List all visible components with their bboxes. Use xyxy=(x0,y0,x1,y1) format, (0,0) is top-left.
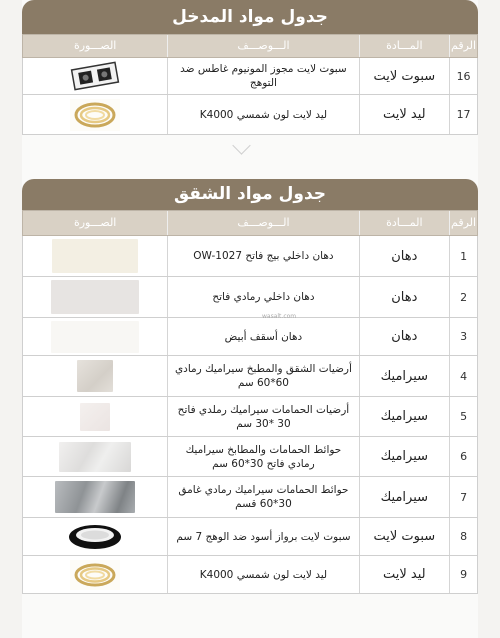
ceramic-marble-light xyxy=(59,442,131,472)
ceramic-light-tile xyxy=(80,403,110,431)
entrance-header-row xyxy=(22,34,478,58)
row-num: 6 xyxy=(449,437,477,476)
row-num: 17 xyxy=(449,95,477,134)
row-material: سيراميك xyxy=(359,437,450,476)
row-image xyxy=(23,518,167,555)
apartment-table xyxy=(22,210,478,594)
table-row xyxy=(22,236,478,277)
paint-swatch-light-gray xyxy=(51,280,139,314)
row-material: سيراميك xyxy=(359,477,450,517)
row-description: ليد لايت لون شمسي K4000 xyxy=(167,95,358,134)
row-material: دهان xyxy=(359,318,450,355)
row-description: حوائط الحمامات سيراميك رمادي غامق 30*60 قسم xyxy=(167,477,358,517)
row-num: 3 xyxy=(449,318,477,355)
header-num: الرقم xyxy=(449,211,477,235)
row-description: سبوت لايت برواز أسود ضد الوهج 7 سم xyxy=(167,518,358,555)
apartment-title: جدول مواد الشقق xyxy=(22,179,478,210)
spot-light-black-icon xyxy=(67,522,123,552)
ceramic-gray-tile xyxy=(77,360,113,392)
header-image: الصـــورة xyxy=(73,39,117,52)
row-num: 8 xyxy=(449,518,477,555)
table-row xyxy=(22,58,478,95)
row-material: ليد لايت xyxy=(359,556,450,593)
row-num: 2 xyxy=(449,277,477,317)
row-material: ليد لايت xyxy=(359,95,450,134)
spot-light-double-icon xyxy=(67,60,123,92)
row-description: دهان داخلي بيج فاتح OW-1027 xyxy=(167,236,358,276)
row-description: دهان داخلي رمادي فاتح xyxy=(167,277,358,317)
table-row xyxy=(22,556,478,594)
row-num: 5 xyxy=(449,397,477,436)
row-image xyxy=(23,236,167,276)
row-num: 4 xyxy=(449,356,477,396)
header-description: الـــوصـــف xyxy=(167,35,358,57)
row-material: سيراميك xyxy=(359,397,450,436)
row-description: حوائط الحمامات والمطابخ سيراميك رمادي فاتح 30*60 سم xyxy=(167,437,358,476)
row-num: 7 xyxy=(449,477,477,517)
watermark: wasalt.com xyxy=(262,313,297,320)
row-image xyxy=(23,277,167,317)
paint-swatch-white xyxy=(51,321,139,353)
row-image xyxy=(23,318,167,355)
table-row xyxy=(22,397,478,437)
row-description: ليد لايت لون شمسي K4000 xyxy=(167,556,358,593)
row-material: دهان xyxy=(359,236,450,276)
header-material: المـــادة xyxy=(359,211,450,235)
entrance-section xyxy=(22,0,478,135)
row-description: دهان أسقف أبيض xyxy=(167,318,358,355)
header-image: الصـــورة xyxy=(73,216,117,229)
led-strip-coil-icon xyxy=(70,99,120,131)
row-image xyxy=(23,477,167,517)
table-row xyxy=(22,477,478,518)
table-row xyxy=(22,318,478,356)
led-strip-coil-icon xyxy=(70,560,120,590)
row-image xyxy=(23,95,167,134)
entrance-table xyxy=(22,34,478,135)
row-num: 16 xyxy=(449,58,477,94)
row-description: سبوت لايت مجوز المونيوم غاطس ضد التوهج xyxy=(167,58,358,94)
paint-swatch-beige xyxy=(52,239,138,273)
row-image xyxy=(23,397,167,436)
row-num: 9 xyxy=(449,556,477,593)
row-material: سيراميك xyxy=(359,356,450,396)
row-material: دهان xyxy=(359,277,450,317)
apartment-section xyxy=(22,179,478,594)
entrance-title: جدول مواد المدخل xyxy=(22,0,478,34)
row-material: سبوت لايت xyxy=(359,58,450,94)
table-row xyxy=(22,277,478,318)
table-row xyxy=(22,437,478,477)
row-num: 1 xyxy=(449,236,477,276)
header-description: الـــوصـــف xyxy=(167,211,358,235)
row-image xyxy=(23,58,167,94)
row-image xyxy=(23,356,167,396)
apartment-header-row xyxy=(22,210,478,236)
row-description: أرضيات الشقق والمطبخ سيراميك رمادي 60*60 سم xyxy=(167,356,358,396)
table-row xyxy=(22,356,478,397)
ceramic-marble-dark xyxy=(55,481,135,513)
header-material: المـــادة xyxy=(359,35,450,57)
table-row xyxy=(22,518,478,556)
table-row xyxy=(22,95,478,135)
row-material: سبوت لايت xyxy=(359,518,450,555)
row-image xyxy=(23,437,167,476)
header-num: الرقم xyxy=(449,35,477,57)
row-description: أرضيات الحمامات سيراميك رملدي فاتح 30 *30 سم xyxy=(167,397,358,436)
row-image xyxy=(23,556,167,593)
